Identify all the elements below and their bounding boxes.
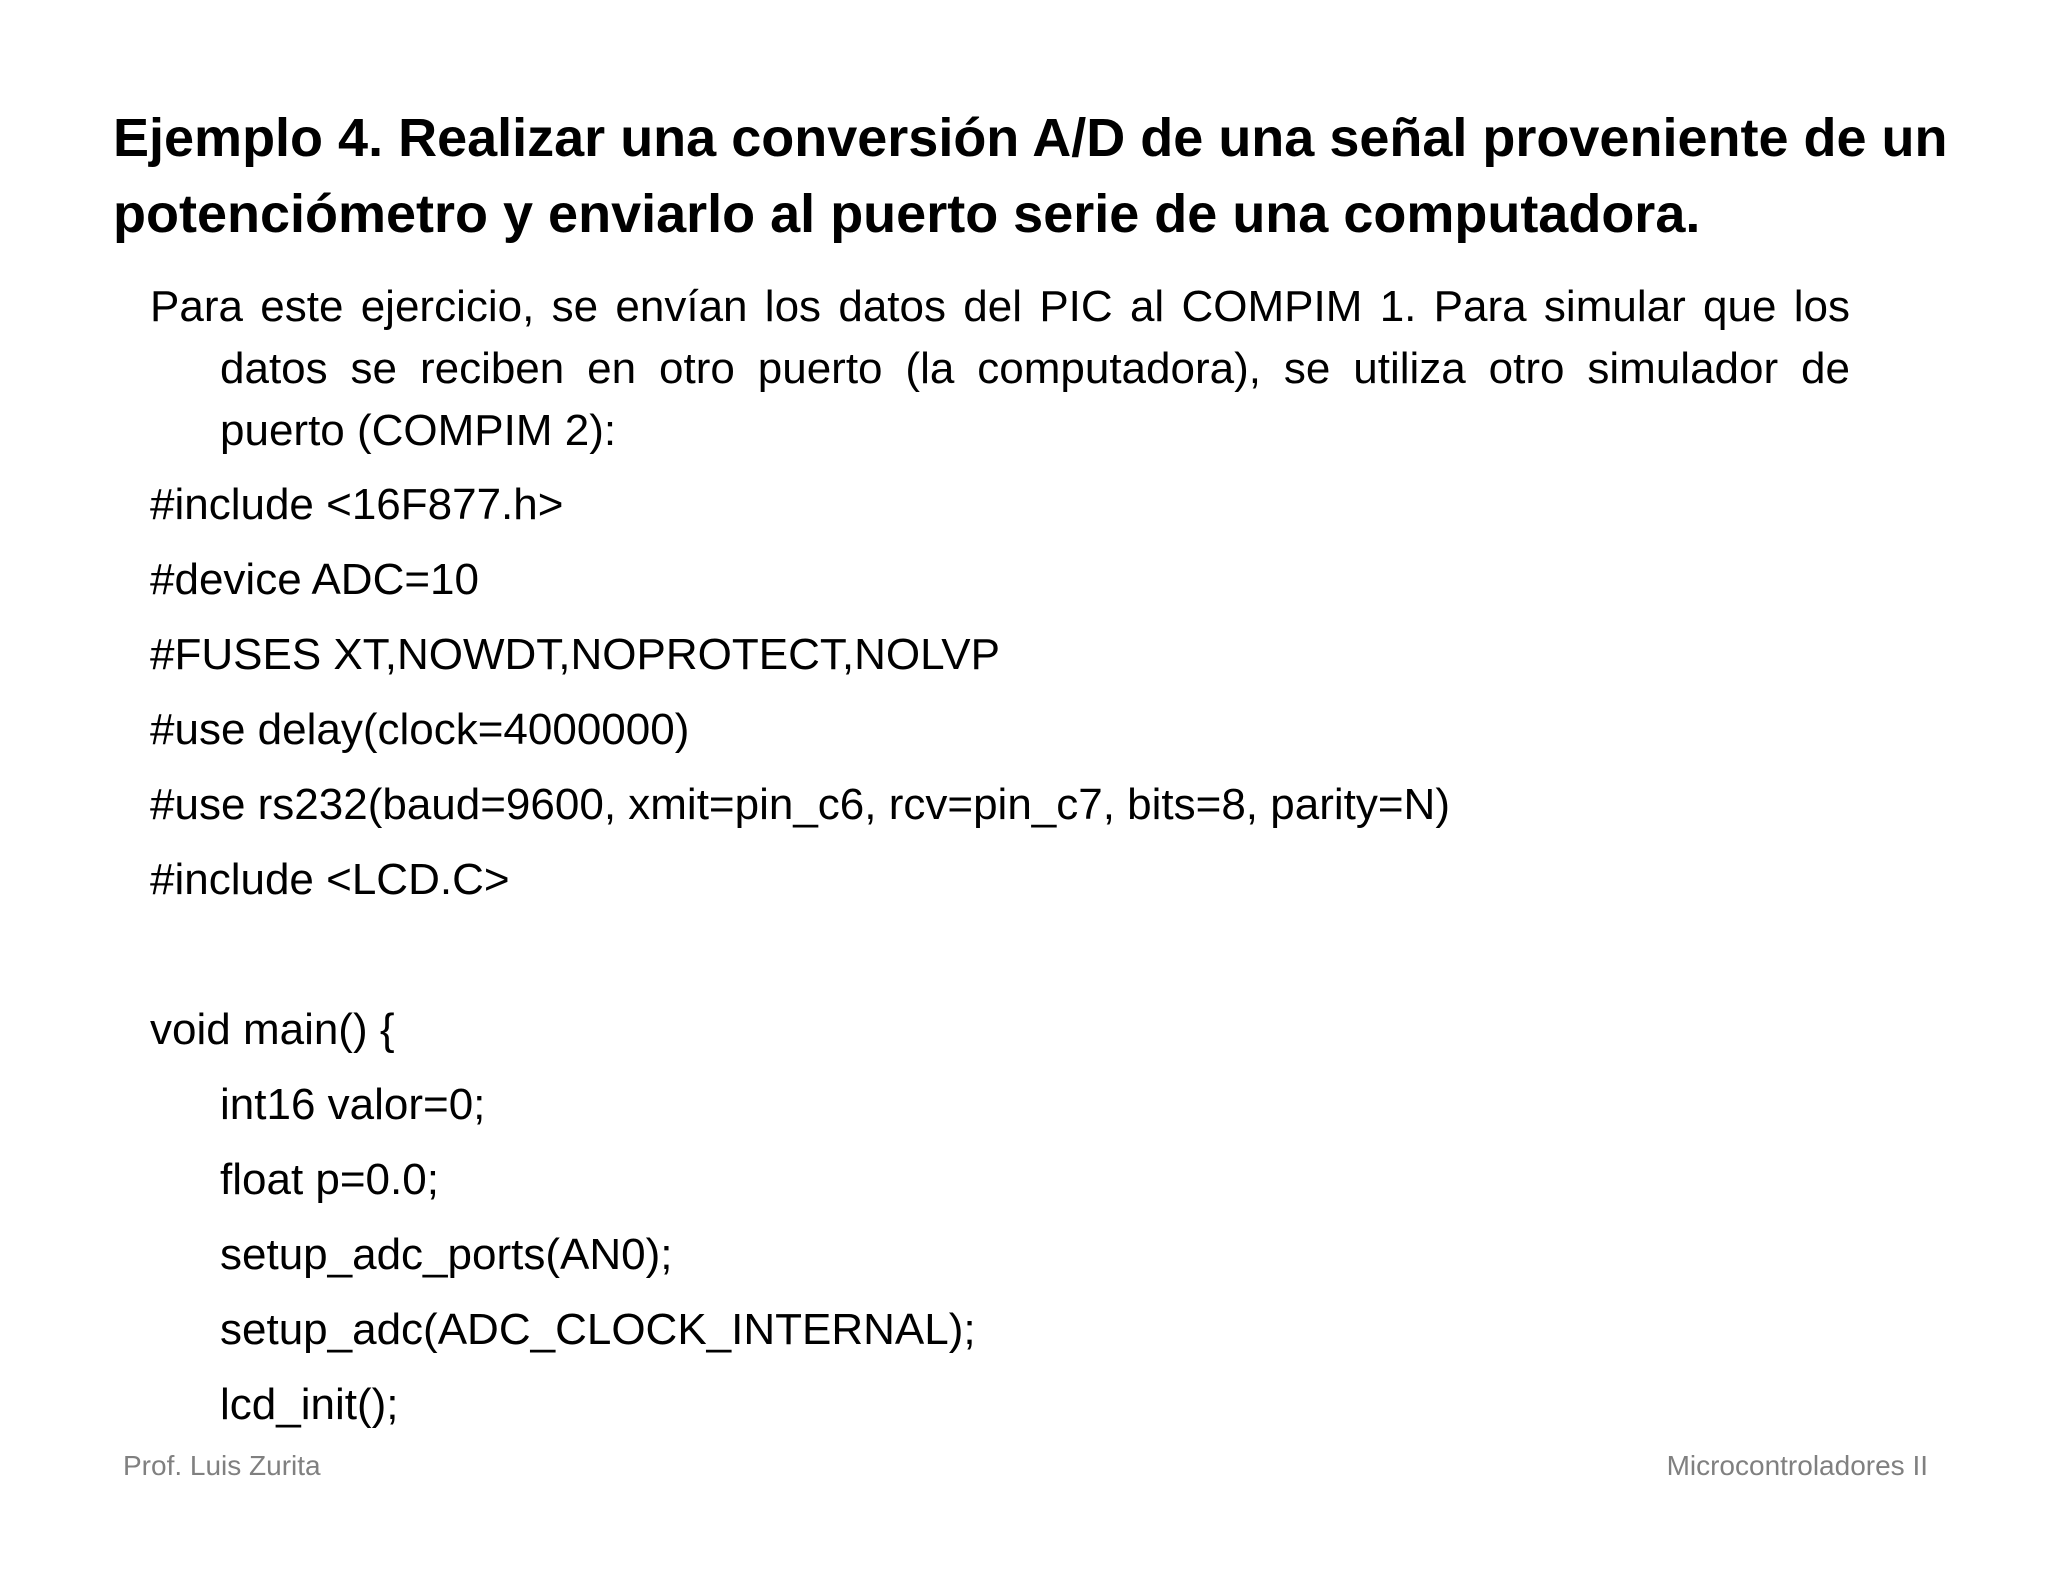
code-line: lcd_init(); (220, 1380, 399, 1429)
code-line: setup_adc_ports(AN0); (220, 1230, 673, 1279)
slide-title: Ejemplo 4. Realizar una conversión A/D de una señal proveniente de un potenciómetro y enviarlo al puerto serie de una computadora. (113, 108, 1948, 244)
code-line: float p=0.0; (220, 1155, 439, 1204)
footer-author: Prof. Luis Zurita (123, 1450, 321, 1481)
code-line: #use rs232(baud=9600, xmit=pin_c6, rcv=pin_c7, bits=8, parity=N) (150, 780, 1450, 829)
code-line: int16 valor=0; (220, 1080, 486, 1129)
code-line: #FUSES XT,NOWDT,NOPROTECT,NOLVP (150, 630, 1000, 679)
code-listing (150, 474, 1850, 1449)
code-line: #use delay(clock=4000000) (150, 705, 690, 754)
code-line: #include <LCD.C> (150, 855, 510, 904)
code-line: void main() { (150, 1005, 395, 1054)
code-line: setup_adc(ADC_CLOCK_INTERNAL); (220, 1305, 976, 1354)
intro-paragraph: Para este ejercicio, se envían los datos del PIC al COMPIM 1. Para simular que los datos se reciben en otro puerto (la computadora), se utiliza otro simulador de puerto (COMPIM 2): (150, 282, 1850, 455)
footer-course: Microcontroladores II (1666, 1450, 1928, 1481)
code-line-blank (150, 924, 1850, 999)
code-line: #include <16F877.h> (150, 480, 564, 529)
code-line: #device ADC=10 (150, 555, 479, 604)
